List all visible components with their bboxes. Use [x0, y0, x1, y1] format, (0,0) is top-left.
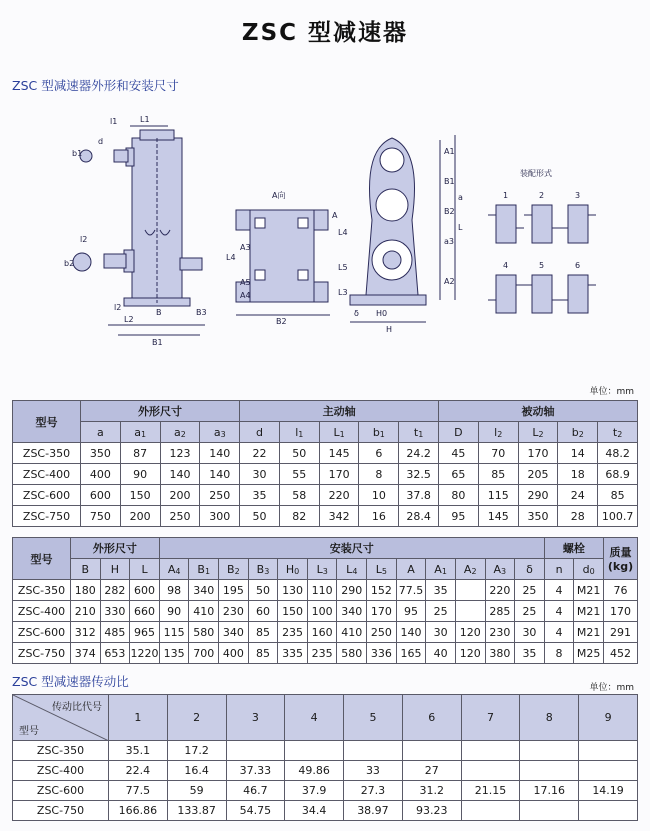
value-cell: 24	[558, 485, 598, 506]
svg-text:6: 6	[575, 261, 581, 270]
value-cell: 340	[219, 622, 249, 643]
value-cell: 95	[396, 601, 426, 622]
value-cell: 166.86	[109, 801, 168, 821]
value-cell: 140	[396, 622, 426, 643]
value-cell: 350	[81, 443, 121, 464]
svg-text:B2: B2	[444, 207, 455, 216]
table-row	[13, 741, 638, 761]
value-cell: 220	[319, 485, 359, 506]
value-cell: 145	[478, 506, 518, 527]
svg-text:3: 3	[575, 191, 581, 200]
value-cell: 335	[278, 643, 308, 664]
value-cell: 27	[402, 761, 461, 781]
assembly-forms-drawing	[488, 205, 596, 313]
table-row	[13, 580, 638, 601]
svg-text:b1: b1	[72, 149, 83, 158]
value-cell: 25	[515, 601, 545, 622]
value-cell: 291	[604, 622, 638, 643]
value-cell: 35	[515, 643, 545, 664]
model-cell: ZSC-600	[13, 622, 71, 643]
value-cell: 170	[319, 464, 359, 485]
value-cell: 285	[485, 601, 515, 622]
value-cell: 312	[71, 622, 101, 643]
value-cell: 25	[426, 601, 456, 622]
value-cell: 342	[319, 506, 359, 527]
value-cell	[285, 741, 344, 761]
value-cell: 30	[240, 464, 280, 485]
value-cell: 54.75	[226, 801, 285, 821]
value-cell: 35	[426, 580, 456, 601]
value-cell	[579, 761, 638, 781]
value-cell: 22	[240, 443, 280, 464]
value-cell: 180	[71, 580, 101, 601]
unit-label-1: 单位：mm	[589, 387, 634, 397]
svg-text:l1: l1	[110, 117, 118, 126]
value-cell: 250	[200, 485, 240, 506]
svg-text:H: H	[386, 325, 393, 334]
value-cell: 87	[120, 443, 160, 464]
value-cell: 50	[279, 443, 319, 464]
table-shaft-dimensions: 型号 外形尺寸 主动轴 被动轴 a $a_1$ $a_2$ $a_3$ d $l_1$ $L_1$ $b_1$ $t_1$ D $l_2$ $L_2$ $b_2$ $t_2$ ZSC-350 350 87 123 140 22 50 145 6 24.2 45 70 170 14 48.2 ZSC-400 400 90 140 140 30 55 170 8 32.5 65 85 205 18 68.9 ZSC-600 600 150 200 250 35 58 220 10 37.8 80 115 290 24 85 ZSC-750 750 200 250 300 50 82 342 16 28.4 95 145 350 28 100.7	[12, 400, 638, 527]
value-cell: 170	[367, 601, 397, 622]
value-cell: 85	[248, 622, 278, 643]
value-cell: 140	[160, 464, 200, 485]
table-row	[13, 485, 638, 506]
value-cell: 600	[81, 485, 121, 506]
svg-text:A4: A4	[240, 291, 251, 300]
model-cell: ZSC-400	[13, 761, 109, 781]
value-cell: 580	[337, 643, 367, 664]
value-cell: 90	[159, 601, 189, 622]
value-cell: 27.3	[344, 781, 403, 801]
value-cell: 90	[120, 464, 160, 485]
value-cell	[520, 761, 579, 781]
svg-text:a: a	[458, 193, 463, 202]
table-row	[13, 443, 638, 464]
value-cell: 14	[558, 443, 598, 464]
value-cell: 33	[344, 761, 403, 781]
svg-text:2: 2	[539, 191, 545, 200]
value-cell: 4	[544, 601, 574, 622]
value-cell: 410	[189, 601, 219, 622]
value-cell: 200	[160, 485, 200, 506]
svg-text:B1: B1	[444, 177, 455, 186]
value-cell: 120	[455, 643, 485, 664]
value-cell: 28.4	[399, 506, 439, 527]
value-cell: 170	[604, 601, 638, 622]
value-cell: 290	[337, 580, 367, 601]
value-cell: 55	[279, 464, 319, 485]
table-row	[13, 801, 638, 821]
value-cell: 22.4	[109, 761, 168, 781]
value-cell: 8	[544, 643, 574, 664]
value-cell	[579, 741, 638, 761]
value-cell: 330	[100, 601, 130, 622]
value-cell: 30	[515, 622, 545, 643]
value-cell: 50	[248, 580, 278, 601]
value-cell: 77.5	[109, 781, 168, 801]
value-cell: 350	[518, 506, 558, 527]
svg-text:B2: B2	[276, 317, 287, 326]
value-cell: 152	[367, 580, 397, 601]
value-cell: 660	[130, 601, 160, 622]
svg-text:L1: L1	[140, 115, 150, 124]
value-cell: 580	[189, 622, 219, 643]
value-cell	[455, 601, 485, 622]
value-cell: 50	[240, 506, 280, 527]
value-cell: 98	[159, 580, 189, 601]
value-cell: 32.5	[399, 464, 439, 485]
model-cell: ZSC-750	[13, 801, 109, 821]
model-cell: ZSC-600	[13, 485, 81, 506]
value-cell: 140	[200, 443, 240, 464]
value-cell	[520, 801, 579, 821]
value-cell: 230	[485, 622, 515, 643]
value-cell: 35	[240, 485, 280, 506]
svg-text:b2: b2	[64, 259, 75, 268]
value-cell: 120	[455, 622, 485, 643]
table-row	[13, 506, 638, 527]
table-install-dimensions: 型号 外形尺寸 安装尺寸 螺栓 质量 (kg) B H L $A_4$ $B_1$ $B_2$ $B_3$ $H_0$ $L_3$ $L_4$ $L_5$ A $A_1$ $A_2$ $A_3$ δ n $d_0$ ZSC-350 180 282 600 98 340 195 50 130 110 290 152 77.5 35 220 25 4 M21 76 ZSC-400 210 330 660 90 410 230 60 150 100 340 170 95 25 285 25 4 M21 170 ZSC-600 312 485 965 115 580 340 85 235 160 410 250 140 30 120 230 30 4 M21 291 ZSC-750 374 653 1220 135 700 400 85 335 235 580 336 165 40 120 380 35 8 M25 452	[12, 537, 638, 664]
table-row	[13, 643, 638, 664]
value-cell: 76	[604, 580, 638, 601]
svg-text:B3: B3	[196, 308, 207, 317]
section-title-ratios: ZSC 型减速器传动比	[12, 674, 129, 689]
svg-text:d: d	[98, 137, 104, 146]
value-cell: 35.1	[109, 741, 168, 761]
value-cell: 340	[189, 580, 219, 601]
value-cell: 210	[71, 601, 101, 622]
value-cell: M21	[574, 601, 604, 622]
value-cell: 160	[307, 622, 337, 643]
svg-text:A2: A2	[444, 277, 455, 286]
value-cell: 250	[367, 622, 397, 643]
value-cell: 59	[167, 781, 226, 801]
model-cell: ZSC-350	[13, 443, 81, 464]
value-cell: 46.7	[226, 781, 285, 801]
value-cell: M25	[574, 643, 604, 664]
value-cell: 400	[219, 643, 249, 664]
value-cell: 410	[337, 622, 367, 643]
value-cell: 37.8	[399, 485, 439, 506]
value-cell: M21	[574, 622, 604, 643]
ratio-corner-cell: 传动比代号 型号	[13, 695, 109, 741]
value-cell: 200	[120, 506, 160, 527]
value-cell: 85	[598, 485, 638, 506]
svg-text:A5: A5	[240, 278, 251, 287]
value-cell: 28	[558, 506, 598, 527]
value-cell	[455, 580, 485, 601]
value-cell: 205	[518, 464, 558, 485]
value-cell: 17.2	[167, 741, 226, 761]
value-cell: 145	[319, 443, 359, 464]
svg-text:L2: L2	[124, 315, 134, 324]
value-cell: 80	[439, 485, 479, 506]
value-cell: 85	[248, 643, 278, 664]
svg-text:B1: B1	[152, 338, 163, 347]
front-view-drawing	[73, 126, 205, 335]
value-cell: 220	[485, 580, 515, 601]
model-cell: ZSC-400	[13, 601, 71, 622]
side-view-drawing	[350, 135, 455, 322]
table-row	[13, 761, 638, 781]
value-cell: 16.4	[167, 761, 226, 781]
value-cell: 115	[159, 622, 189, 643]
value-cell: 300	[200, 506, 240, 527]
value-cell: M21	[574, 580, 604, 601]
svg-text:A: A	[332, 211, 338, 220]
reducer-drawings	[0, 110, 650, 370]
value-cell: 40	[426, 643, 456, 664]
value-cell: 965	[130, 622, 160, 643]
value-cell: 130	[278, 580, 308, 601]
value-cell: 77.5	[396, 580, 426, 601]
table-row	[13, 781, 638, 801]
value-cell: 290	[518, 485, 558, 506]
value-cell: 110	[307, 580, 337, 601]
value-cell: 58	[279, 485, 319, 506]
value-cell: 230	[219, 601, 249, 622]
value-cell: 452	[604, 643, 638, 664]
svg-text:L3: L3	[338, 288, 348, 297]
svg-text:L5: L5	[338, 263, 348, 272]
value-cell: 235	[307, 643, 337, 664]
value-cell	[226, 741, 285, 761]
value-cell: 380	[485, 643, 515, 664]
model-cell: ZSC-750	[13, 506, 81, 527]
value-cell: 100.7	[598, 506, 638, 527]
value-cell: 37.9	[285, 781, 344, 801]
value-cell: 340	[337, 601, 367, 622]
svg-text:A1: A1	[444, 147, 455, 156]
value-cell: 653	[100, 643, 130, 664]
value-cell	[461, 761, 520, 781]
svg-text:H0: H0	[376, 309, 388, 318]
value-cell: 4	[544, 622, 574, 643]
value-cell: 123	[160, 443, 200, 464]
value-cell	[461, 801, 520, 821]
value-cell: 600	[130, 580, 160, 601]
svg-text:l2: l2	[80, 235, 88, 244]
value-cell: 38.97	[344, 801, 403, 821]
value-cell: 85	[478, 464, 518, 485]
svg-text:B: B	[156, 308, 162, 317]
value-cell: 250	[160, 506, 200, 527]
value-cell: 24.2	[399, 443, 439, 464]
value-cell: 133.87	[167, 801, 226, 821]
value-cell: 6	[359, 443, 399, 464]
value-cell: 4	[544, 580, 574, 601]
value-cell: 336	[367, 643, 397, 664]
value-cell: 17.16	[520, 781, 579, 801]
value-cell: 374	[71, 643, 101, 664]
value-cell: 70	[478, 443, 518, 464]
model-cell: ZSC-750	[13, 643, 71, 664]
value-cell: 37.33	[226, 761, 285, 781]
svg-text:4: 4	[503, 261, 509, 270]
table-transmission-ratio: 传动比代号 型号 1 2 3 4 5 6 7 8 9 ZSC-350 35.1 17.2 ZSC-400 22.4 16.4 37.33 49.86 33 27 ZSC-600 77.5 59 46.7 37.9 27.3 31.2 21.15 17.16 14.19 ZSC-750 166.86 133.87 54.75 34.4 38.97 93.23	[12, 694, 638, 821]
value-cell: 135	[159, 643, 189, 664]
svg-text:δ: δ	[354, 309, 359, 318]
value-cell	[520, 741, 579, 761]
value-cell: 68.9	[598, 464, 638, 485]
model-cell: ZSC-600	[13, 781, 109, 801]
value-cell	[344, 741, 403, 761]
value-cell: 45	[439, 443, 479, 464]
value-cell: 21.15	[461, 781, 520, 801]
svg-text:A3: A3	[240, 243, 251, 252]
svg-text:L: L	[458, 223, 463, 232]
value-cell: 30	[426, 622, 456, 643]
value-cell: 95	[439, 506, 479, 527]
assembly-forms-label: 装配形式	[520, 169, 552, 178]
value-cell: 150	[120, 485, 160, 506]
value-cell: 34.4	[285, 801, 344, 821]
value-cell: 14.19	[579, 781, 638, 801]
value-cell: 400	[81, 464, 121, 485]
value-cell: 700	[189, 643, 219, 664]
value-cell: 235	[278, 622, 308, 643]
table-row	[13, 601, 638, 622]
value-cell: 170	[518, 443, 558, 464]
svg-text:1: 1	[503, 191, 509, 200]
svg-text:a3: a3	[444, 237, 454, 246]
value-cell	[579, 801, 638, 821]
section-title-dimensions: ZSC 型减速器外形和安装尺寸	[12, 78, 179, 93]
value-cell: 31.2	[402, 781, 461, 801]
svg-text:L4: L4	[226, 253, 236, 262]
value-cell: 48.2	[598, 443, 638, 464]
table-row	[13, 464, 638, 485]
value-cell: 485	[100, 622, 130, 643]
value-cell: 60	[248, 601, 278, 622]
value-cell: 750	[81, 506, 121, 527]
value-cell: 18	[558, 464, 598, 485]
value-cell: 25	[515, 580, 545, 601]
svg-text:L4: L4	[338, 228, 348, 237]
value-cell	[461, 741, 520, 761]
value-cell: 282	[100, 580, 130, 601]
value-cell: 140	[200, 464, 240, 485]
model-cell: ZSC-400	[13, 464, 81, 485]
svg-text:5: 5	[539, 261, 545, 270]
svg-text:l2: l2	[114, 303, 122, 312]
unit-label-2: 单位：mm	[589, 683, 634, 693]
value-cell: 195	[219, 580, 249, 601]
value-cell: 93.23	[402, 801, 461, 821]
table-row	[13, 622, 638, 643]
value-cell: 165	[396, 643, 426, 664]
model-cell: ZSC-350	[13, 741, 109, 761]
value-cell	[402, 741, 461, 761]
value-cell: 65	[439, 464, 479, 485]
value-cell: 1220	[130, 643, 160, 664]
value-cell: 16	[359, 506, 399, 527]
page-title: ZSC 型减速器	[241, 20, 409, 46]
value-cell: 8	[359, 464, 399, 485]
value-cell: 49.86	[285, 761, 344, 781]
value-cell: 82	[279, 506, 319, 527]
value-cell: 150	[278, 601, 308, 622]
value-cell: 10	[359, 485, 399, 506]
model-cell: ZSC-350	[13, 580, 71, 601]
value-cell: 100	[307, 601, 337, 622]
value-cell: 115	[478, 485, 518, 506]
a-view-label: A向	[272, 191, 286, 200]
